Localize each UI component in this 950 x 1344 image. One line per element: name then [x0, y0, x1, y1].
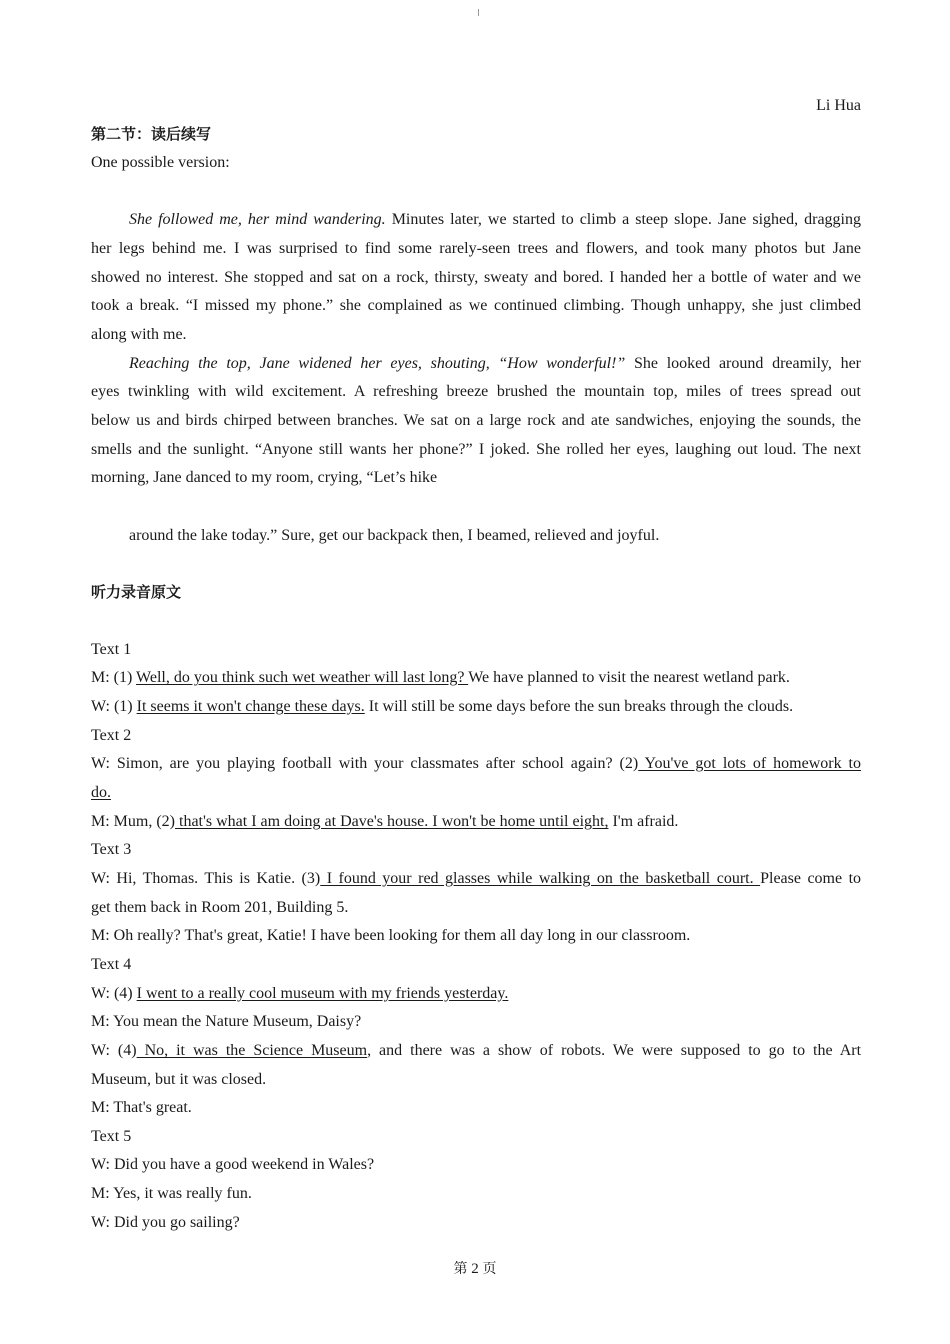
underlined-answer: Well, do you think such wet weather will last long? [136, 669, 469, 686]
italic-lead: Reaching the top, Jane widened her eyes, shouting, “How wonderful!” [129, 355, 626, 372]
text-label: Text 5 [91, 1128, 132, 1145]
dialogue-line: M: Yes, it was really fun. [91, 1185, 252, 1202]
underlined-answer: I went to a really cool museum with my friends yesterday. [136, 985, 509, 1002]
footer-prefix: 第 [453, 1261, 468, 1277]
text-label: Text 3 [91, 841, 132, 858]
page-footer [0, 1258, 950, 1280]
text-run: W: (4) [91, 1042, 137, 1059]
dialogue-line: M: Oh really? That's great, Katie! I have been looking for them all day long in our classroom. [91, 927, 691, 944]
page-number: 2 [471, 1261, 479, 1277]
dialogue-line [91, 693, 861, 721]
dialogue-line [91, 1037, 861, 1065]
text-run: W: Simon, are you playing football with your classmates after school again? (2) [91, 755, 639, 772]
dialogue-line: M: That's great. [91, 1099, 192, 1116]
dialogue-line: get them back in Room 201, Building 5. [91, 899, 349, 916]
p1-line: along with me. [91, 326, 187, 343]
dialogue-line [91, 865, 861, 893]
dialogue-line [91, 750, 861, 778]
underlined-answer: do. [91, 784, 111, 801]
text-run: , and there was a show of robots. We were supposed to go to the Art [367, 1042, 862, 1059]
underlined-answer: that's what I am doing at Dave's house. I won't be home until eight, [175, 813, 609, 830]
text-run: W: Hi, Thomas. This is Katie. (3) [91, 870, 321, 887]
p3-line: around the lake today.” Sure, get our backpack then, I beamed, relieved and joyful. [129, 527, 660, 544]
p1-line: her legs behind me. I was surprised to find some rarely-seen trees and flowers, and took many photos but Jane [91, 240, 861, 257]
text-run: M: (1) [91, 669, 137, 686]
text-run: She looked around dreamily, her [625, 355, 862, 372]
text-run: Minutes later, we started to climb a steep slope. Jane sighed, dragging [385, 211, 862, 228]
text-run: It will still be some days before the sun breaks through the clouds. [364, 698, 794, 715]
text-run: W: (1) [91, 698, 137, 715]
listening-title: 听力录音原文 [91, 583, 182, 601]
text-run: I'm afraid. [608, 813, 679, 830]
dialogue-line [91, 808, 861, 836]
p2-line: eyes twinkling with wild excitement. A refreshing breeze brushed the mountain top, miles of trees spread out [91, 383, 861, 400]
p1-line [129, 206, 861, 234]
underlined-answer: I found your red glasses while walking on the basketball court. [320, 870, 761, 887]
text-run: Please come to [760, 870, 862, 887]
italic-lead: She followed me, her mind wandering. [129, 211, 386, 228]
top-mark [478, 9, 479, 16]
footer-suffix: 页 [482, 1261, 497, 1277]
dialogue-line [91, 980, 861, 1008]
signature: Li Hua [816, 97, 861, 114]
text-run: M: Mum, (2) [91, 813, 175, 830]
dialogue-line: W: Did you go sailing? [91, 1214, 240, 1231]
dialogue-line: W: Did you have a good weekend in Wales? [91, 1156, 375, 1173]
underlined-answer: You've got lots of homework to [638, 755, 862, 772]
dialogue-line [91, 664, 861, 692]
underlined-answer: It seems it won't change these days. [136, 698, 365, 715]
dialogue-line: M: You mean the Nature Museum, Daisy? [91, 1013, 362, 1030]
p1-line: showed no interest. She stopped and sat on a rock, thirsty, sweaty and bored. I handed her a bottle of water and we [91, 269, 861, 286]
text-run: We have planned to visit the nearest wetland park. [468, 669, 790, 686]
underlined-answer: No, it was the Science Museum [136, 1042, 368, 1059]
text-label: Text 2 [91, 727, 132, 744]
dialogue-line [91, 779, 861, 807]
p2-line [129, 350, 861, 378]
text-label: Text 1 [91, 641, 132, 658]
p2-line: below us and birds chirped between branches. We sat on a large rock and ate sandwiches, enjoying the sounds, the [91, 412, 861, 429]
text-run: W: (4) [91, 985, 137, 1002]
p2-line: morning, Jane danced to my room, crying, “Let’s hike [91, 469, 438, 486]
subtitle: One possible version: [91, 154, 230, 171]
dialogue-line: Museum, but it was closed. [91, 1071, 267, 1088]
text-label: Text 4 [91, 956, 132, 973]
p2-line: smells and the sunlight. “Anyone still wants her phone?” I joked. She rolled her eyes, laughing out loud. The next [91, 441, 861, 458]
section-title: 第二节：读后续写 [91, 125, 212, 143]
p1-line: took a break. “I missed my phone.” she complained as we continued climbing. Though unhappy, she just climbed [91, 297, 861, 314]
